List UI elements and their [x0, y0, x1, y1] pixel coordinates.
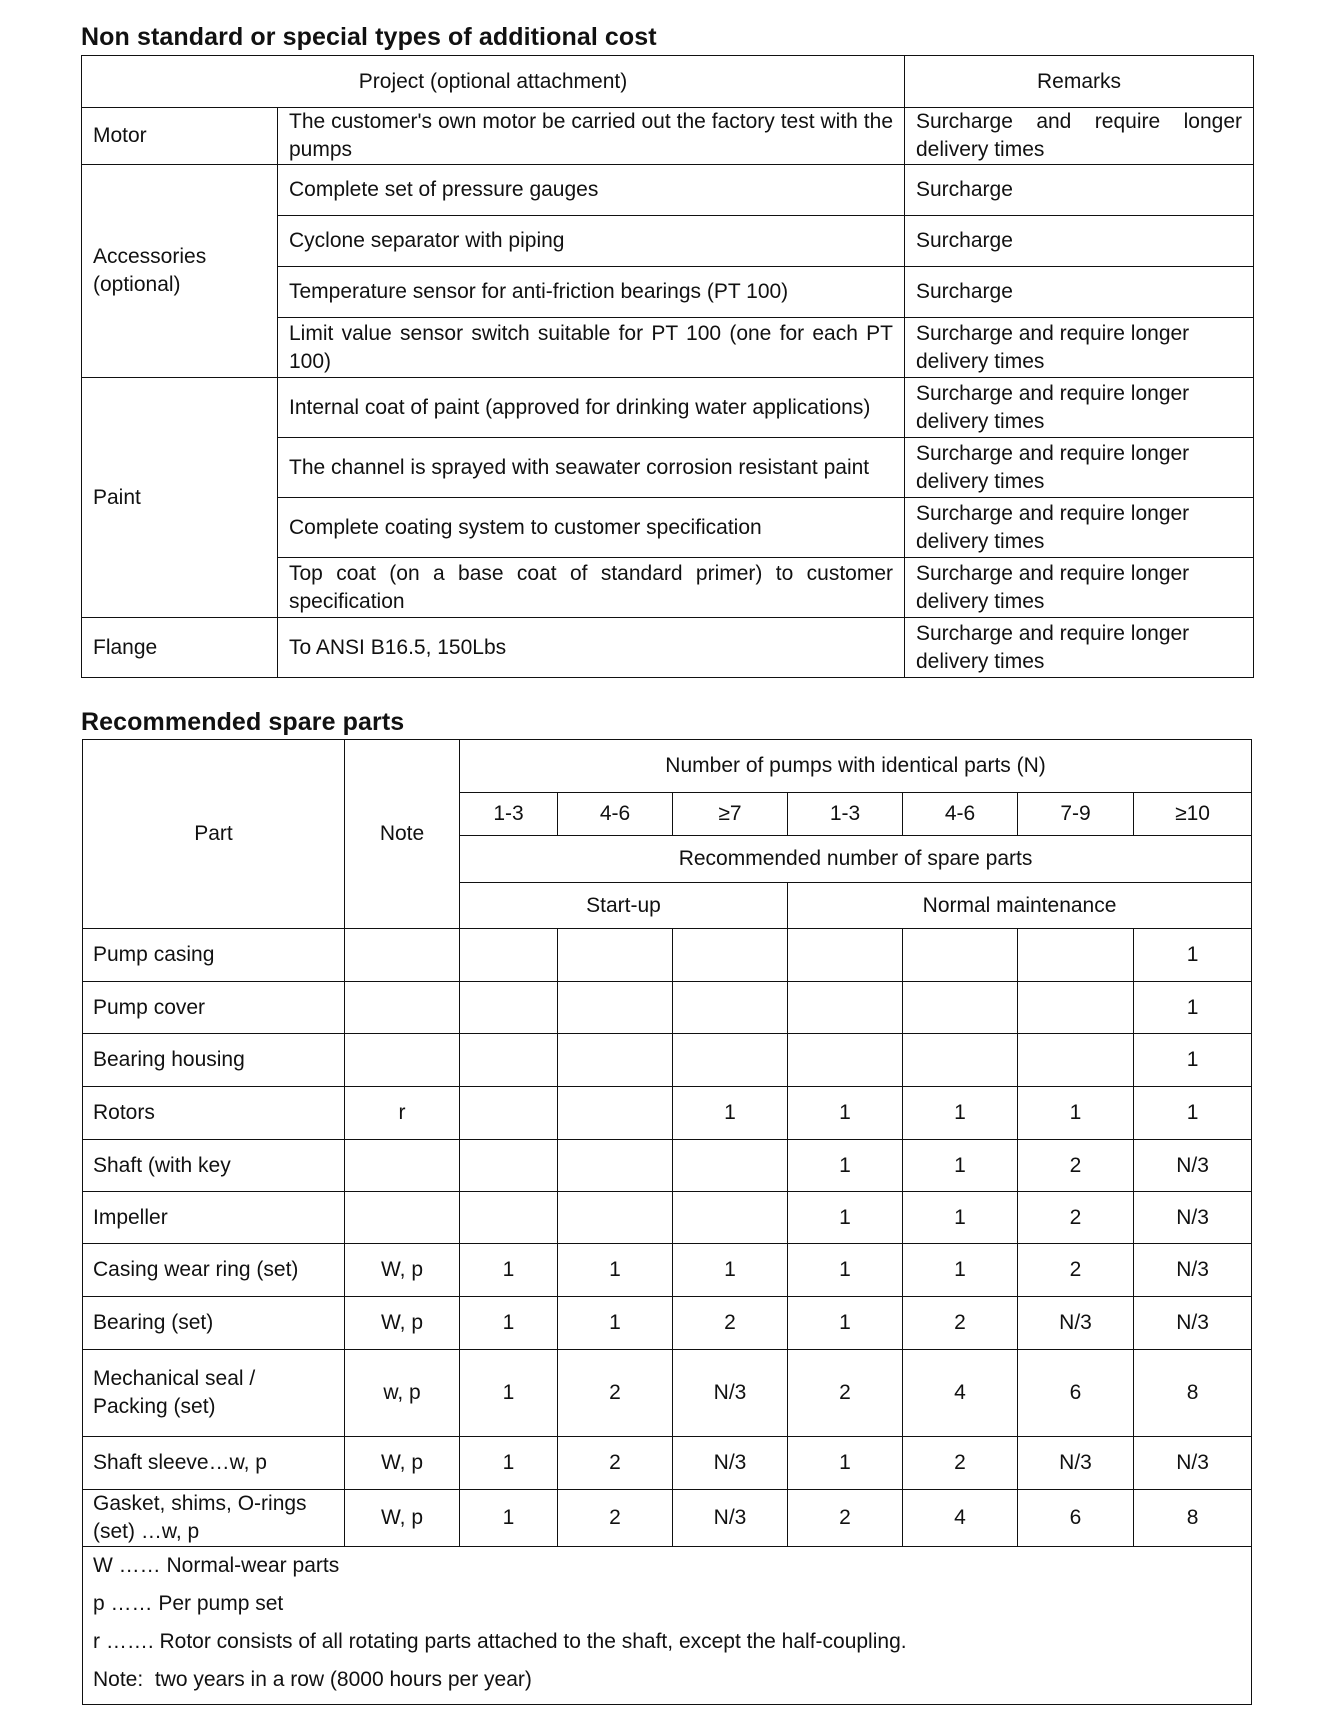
spare-parts-table	[82, 739, 1252, 1705]
quantity-cell	[460, 982, 558, 1034]
legend-line: p …… Per pump set	[93, 1592, 284, 1615]
quantity-cell: N/3	[673, 1490, 788, 1547]
quantity-cell: 2	[1018, 1192, 1134, 1244]
quantity-cell: N/3	[1134, 1244, 1252, 1297]
quantity-cell: 4	[903, 1350, 1018, 1437]
quantity-cell: 6	[1018, 1490, 1134, 1547]
quantity-cell	[460, 929, 558, 982]
note-cell: W, p	[345, 1490, 460, 1547]
quantity-cell: 2	[1018, 1244, 1134, 1297]
legend	[83, 1547, 1252, 1705]
part-cell: Shaft sleeve…w, p	[83, 1437, 345, 1490]
quantity-cell: 1	[460, 1350, 558, 1437]
quantity-cell: N/3	[1134, 1192, 1252, 1244]
table-row	[83, 1192, 1252, 1244]
quantity-cell: N/3	[1018, 1437, 1134, 1490]
part-cell: Impeller	[83, 1192, 345, 1244]
part-cell: Bearing (set)	[83, 1297, 345, 1350]
quantity-cell: 1	[460, 1244, 558, 1297]
item-cell: Top coat (on a base coat of standard primer) to customer specification	[278, 558, 905, 618]
quantity-cell: 1	[788, 1192, 903, 1244]
quantity-cell: 2	[903, 1297, 1018, 1350]
quantity-cell: 2	[673, 1297, 788, 1350]
quantity-cell	[558, 1034, 673, 1087]
remark-cell: Surcharge and require longer delivery times	[905, 108, 1254, 165]
table-row	[83, 929, 1252, 982]
note-header: Note	[345, 740, 460, 929]
part-cell: Pump casing	[83, 929, 345, 982]
quantity-cell	[460, 1192, 558, 1244]
note-cell: W, p	[345, 1437, 460, 1490]
quantity-cell	[788, 982, 903, 1034]
note-cell: w, p	[345, 1350, 460, 1437]
remark-cell: Surcharge and require longer delivery times	[905, 438, 1254, 498]
pump-count-column: 4-6	[558, 793, 673, 836]
remark-cell: Surcharge	[905, 216, 1254, 267]
remark-cell: Surcharge and require longer delivery times	[905, 618, 1254, 678]
remark-cell: Surcharge	[905, 165, 1254, 216]
quantity-cell: 1	[788, 1437, 903, 1490]
quantity-cell: N/3	[1134, 1437, 1252, 1490]
quantity-cell: 2	[558, 1350, 673, 1437]
quantity-cell: 2	[788, 1350, 903, 1437]
quantity-cell	[788, 1034, 903, 1087]
quantity-cell: N/3	[673, 1350, 788, 1437]
quantity-cell	[1018, 982, 1134, 1034]
quantity-cell	[558, 929, 673, 982]
part-cell: Gasket, shims, O-rings (set) …w, p	[83, 1490, 345, 1547]
project-header: Project (optional attachment)	[82, 56, 905, 108]
item-cell: Complete coating system to customer specification	[278, 498, 905, 558]
quantity-cell	[460, 1087, 558, 1140]
quantity-cell: 1	[788, 1297, 903, 1350]
quantity-cell: 1	[1134, 929, 1252, 982]
category-cell: Paint	[82, 378, 278, 618]
quantity-cell: 2	[788, 1490, 903, 1547]
pump-count-column: 7-9	[1018, 793, 1134, 836]
table-row	[83, 1140, 1252, 1192]
pump-count-column: 1-3	[460, 793, 558, 836]
quantity-cell	[1018, 929, 1134, 982]
table-row	[83, 1087, 1252, 1140]
remark-cell: Surcharge	[905, 267, 1254, 318]
quantity-cell	[673, 1140, 788, 1192]
part-header: Part	[83, 740, 345, 929]
pump-count-column: 1-3	[788, 793, 903, 836]
note-cell	[345, 1192, 460, 1244]
category-cell: Accessories (optional)	[82, 165, 278, 378]
quantity-cell	[558, 1087, 673, 1140]
remark-cell: Surcharge and require longer delivery times	[905, 318, 1254, 378]
note-cell: r	[345, 1087, 460, 1140]
quantity-cell: 1	[903, 1244, 1018, 1297]
quantity-cell	[673, 929, 788, 982]
table-row	[83, 1437, 1252, 1490]
quantity-cell: 2	[558, 1490, 673, 1547]
table-row	[83, 982, 1252, 1034]
quantity-cell	[558, 1192, 673, 1244]
quantity-cell	[903, 982, 1018, 1034]
note-cell	[345, 929, 460, 982]
quantity-cell	[460, 1140, 558, 1192]
quantity-cell: 2	[1018, 1140, 1134, 1192]
maintenance-header: Normal maintenance	[788, 883, 1252, 929]
quantity-cell	[1018, 1034, 1134, 1087]
remark-cell: Surcharge and require longer delivery times	[905, 558, 1254, 618]
part-cell: Bearing housing	[83, 1034, 345, 1087]
table-row	[83, 1350, 1252, 1437]
quantity-cell: N/3	[1134, 1297, 1252, 1350]
item-cell: Complete set of pressure gauges	[278, 165, 905, 216]
item-cell: Internal coat of paint (approved for drinking water applications)	[278, 378, 905, 438]
part-cell: Shaft (with key	[83, 1140, 345, 1192]
quantity-cell	[673, 1192, 788, 1244]
quantity-cell: 1	[903, 1192, 1018, 1244]
quantity-cell	[673, 982, 788, 1034]
legend-line: W …… Normal-wear parts	[93, 1554, 340, 1577]
quantity-cell: N/3	[1134, 1140, 1252, 1192]
quantity-cell: 1	[1134, 1034, 1252, 1087]
quantity-cell: 1	[903, 1087, 1018, 1140]
quantity-cell: 1	[903, 1140, 1018, 1192]
quantity-cell: 1	[673, 1087, 788, 1140]
quantity-cell: 2	[558, 1437, 673, 1490]
category-cell: Motor	[82, 108, 278, 165]
quantity-cell	[558, 982, 673, 1034]
remarks-header: Remarks	[905, 56, 1254, 108]
item-cell: Limit value sensor switch suitable for PT 100 (one for each PT 100)	[278, 318, 905, 378]
quantity-cell: N/3	[1018, 1297, 1134, 1350]
item-cell: The customer's own motor be carried out the factory test with the pumps	[278, 108, 905, 165]
part-cell: Rotors	[83, 1087, 345, 1140]
pumps-header: Number of pumps with identical parts (N)	[460, 740, 1252, 793]
item-cell: Cyclone separator with piping	[278, 216, 905, 267]
quantity-cell: 6	[1018, 1350, 1134, 1437]
recommended-header: Recommended number of spare parts	[460, 836, 1252, 883]
quantity-cell	[460, 1034, 558, 1087]
note-cell: W, p	[345, 1244, 460, 1297]
quantity-cell: 8	[1134, 1490, 1252, 1547]
quantity-cell	[903, 1034, 1018, 1087]
additional-cost-table	[81, 55, 1254, 678]
quantity-cell: 8	[1134, 1350, 1252, 1437]
item-cell: To ANSI B16.5, 150Lbs	[278, 618, 905, 678]
table-row	[83, 1034, 1252, 1087]
part-cell: Pump cover	[83, 982, 345, 1034]
table-row	[83, 1490, 1252, 1547]
section1-title: Non standard or special types of additional cost	[81, 23, 657, 51]
note-cell	[345, 982, 460, 1034]
item-cell: The channel is sprayed with seawater corrosion resistant paint	[278, 438, 905, 498]
quantity-cell: 1	[460, 1437, 558, 1490]
pump-count-column: ≥10	[1134, 793, 1252, 836]
quantity-cell: 1	[673, 1244, 788, 1297]
part-cell: Mechanical seal / Packing (set)	[83, 1350, 345, 1437]
part-cell: Casing wear ring (set)	[83, 1244, 345, 1297]
quantity-cell: N/3	[673, 1437, 788, 1490]
table-row	[83, 1244, 1252, 1297]
remark-cell: Surcharge and require longer delivery times	[905, 498, 1254, 558]
legend-line: r ……. Rotor consists of all rotating parts attached to the shaft, except the half-coupling.	[93, 1630, 907, 1653]
note-cell: W, p	[345, 1297, 460, 1350]
quantity-cell	[673, 1034, 788, 1087]
remark-cell: Surcharge and require longer delivery times	[905, 378, 1254, 438]
startup-header: Start-up	[460, 883, 788, 929]
quantity-cell: 1	[558, 1244, 673, 1297]
quantity-cell	[903, 929, 1018, 982]
quantity-cell: 1	[1134, 982, 1252, 1034]
quantity-cell	[558, 1140, 673, 1192]
legend-line: Note: two years in a row (8000 hours per year)	[93, 1668, 532, 1691]
quantity-cell: 1	[788, 1140, 903, 1192]
quantity-cell: 4	[903, 1490, 1018, 1547]
quantity-cell: 1	[558, 1297, 673, 1350]
item-cell: Temperature sensor for anti-friction bearings (PT 100)	[278, 267, 905, 318]
pump-count-column: 4-6	[903, 793, 1018, 836]
quantity-cell: 1	[1134, 1087, 1252, 1140]
quantity-cell: 1	[460, 1297, 558, 1350]
section2-title: Recommended spare parts	[81, 708, 405, 736]
quantity-cell: 1	[460, 1490, 558, 1547]
pump-count-column: ≥7	[673, 793, 788, 836]
table-row	[83, 1297, 1252, 1350]
quantity-cell: 1	[788, 1244, 903, 1297]
quantity-cell: 1	[788, 1087, 903, 1140]
category-cell: Flange	[82, 618, 278, 678]
quantity-cell: 1	[1018, 1087, 1134, 1140]
note-cell	[345, 1140, 460, 1192]
note-cell	[345, 1034, 460, 1087]
quantity-cell	[788, 929, 903, 982]
quantity-cell: 2	[903, 1437, 1018, 1490]
